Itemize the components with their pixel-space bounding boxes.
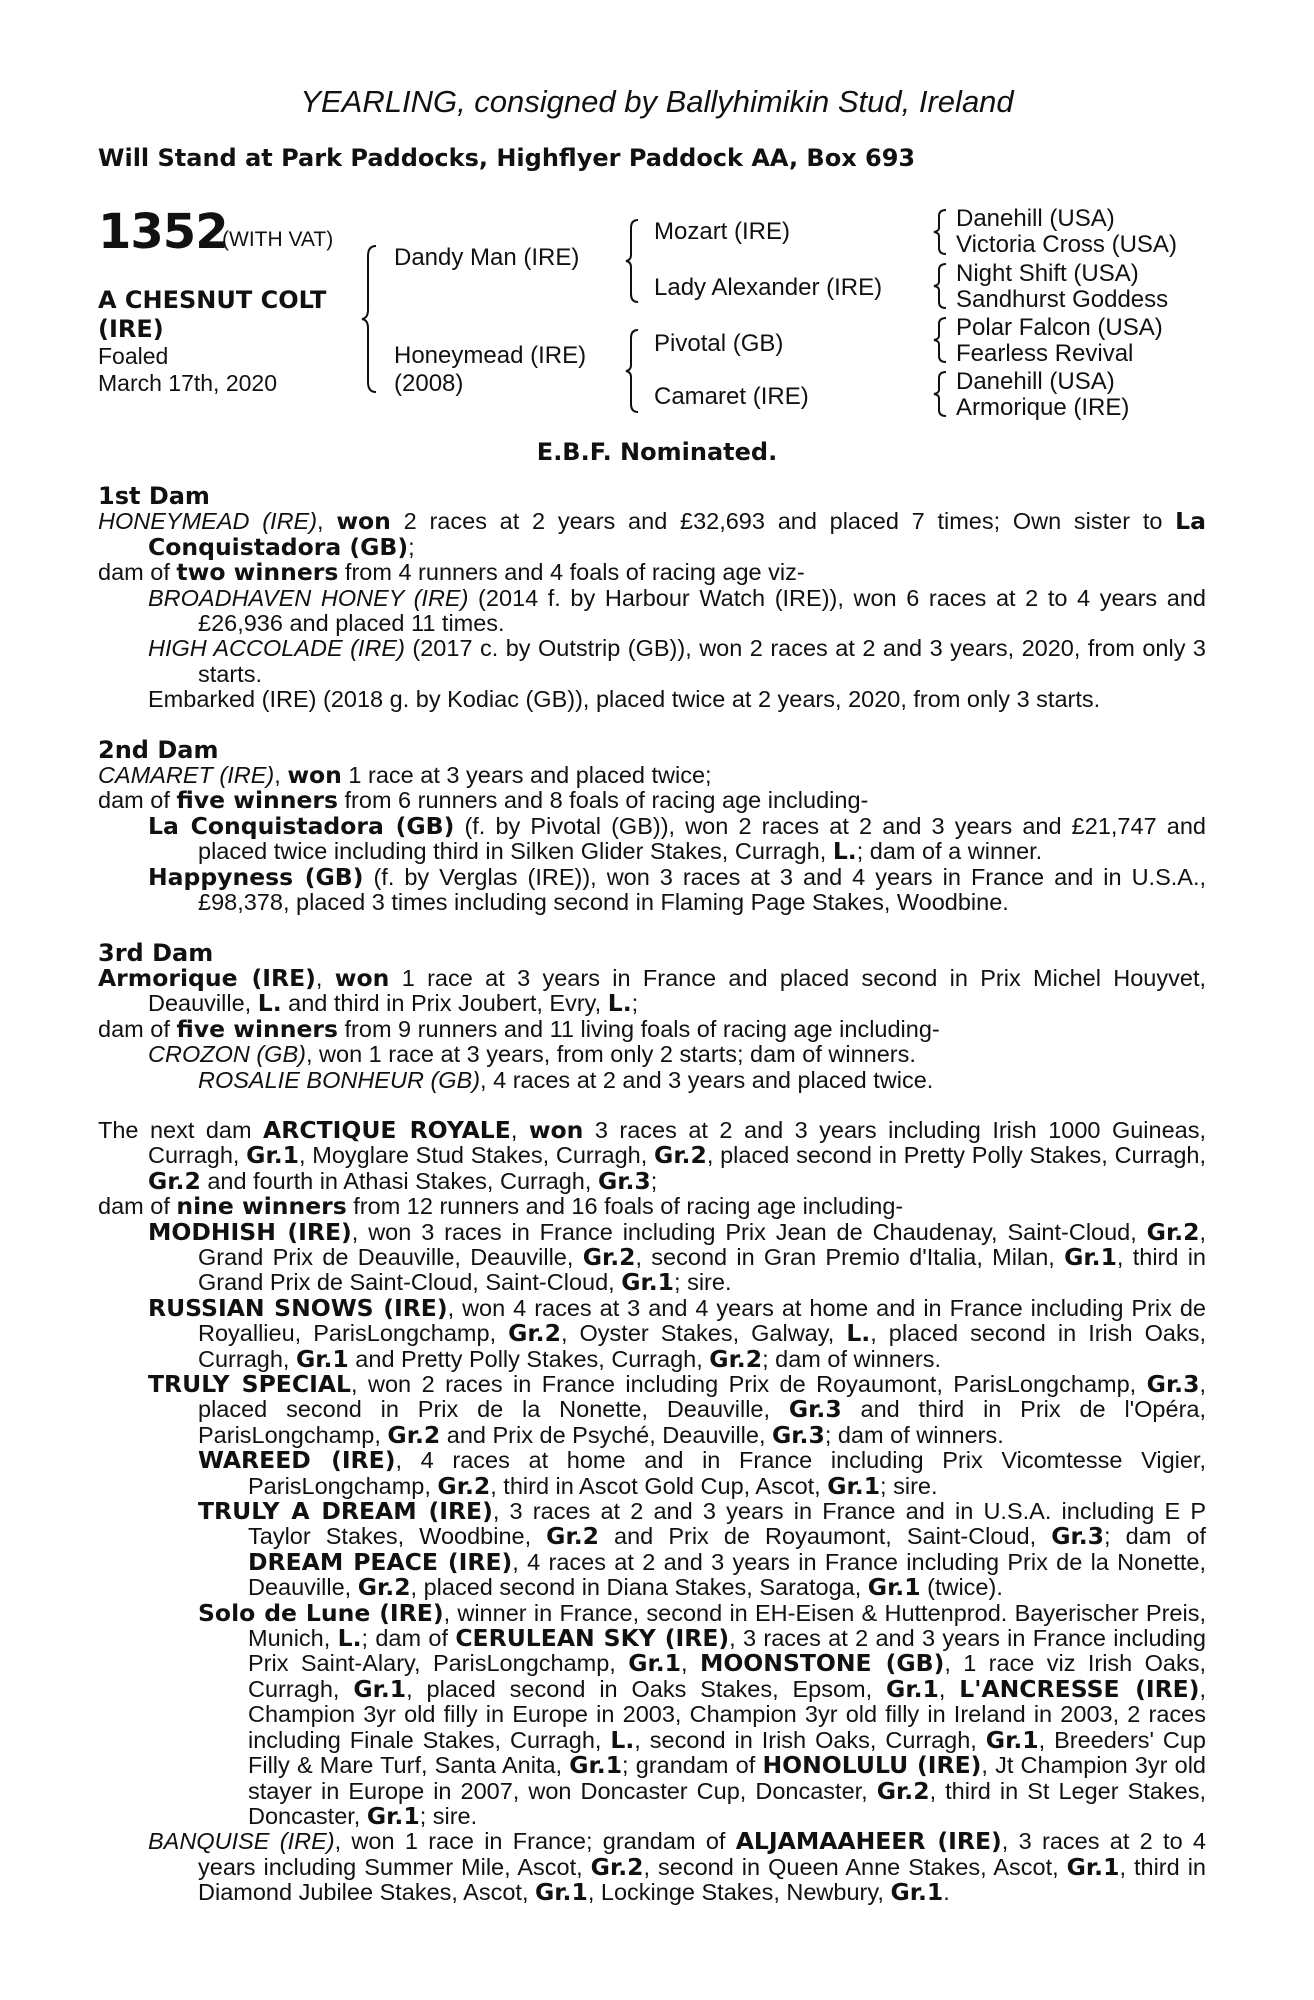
ebf-nomination: E.B.F. Nominated.: [536, 438, 778, 466]
bold-run: Gr.3: [772, 1420, 825, 1449]
text-run: , third in Ascot Gold Cup, Ascot,: [490, 1472, 828, 1499]
bold-run: Gr.3: [1051, 1522, 1105, 1551]
pedigree-paragraph: [98, 1448, 1206, 1499]
foaling-info: [98, 343, 277, 397]
text-run: , 3 races at 2 to 4 years including Summer Mile, Ascot,: [198, 1828, 1207, 1880]
bold-run: Gr.2: [582, 1242, 636, 1271]
pedigree-paragraph: [98, 811, 1206, 866]
pedigree-paragraph: [98, 1217, 1207, 1297]
dam-dam-name: Camaret (IRE): [654, 383, 809, 410]
bold-run: ALJAMAAHEER (IRE): [735, 1827, 1002, 1856]
italic-run: HONEYMEAD (IRE): [98, 508, 318, 535]
text-run: 1 race at 3 years and placed twice;: [341, 762, 712, 789]
text-run: , won 1 race in France; grandam of: [334, 1828, 736, 1855]
text-run: and Prix de Royaumont, Saint-Cloud,: [598, 1523, 1052, 1550]
text-run: , won 4 races at 3 and 4 years at home and in France including Prix de Royallieu, ParisLongchamp,: [198, 1294, 1206, 1347]
text-run: (twice).: [920, 1574, 1003, 1601]
text-run: ,: [938, 1675, 960, 1702]
bold-run: Gr.2: [546, 1522, 599, 1551]
bold-run: Gr.1: [985, 1725, 1039, 1754]
text-run: ,: [317, 508, 337, 535]
text-run: ; dam of winners.: [824, 1421, 1004, 1448]
bold-run: La Conquistadora (GB): [148, 507, 1207, 561]
section-spacer: [98, 916, 1206, 941]
pedigree-paragraph: [98, 1014, 1206, 1043]
bold-run: L.: [607, 989, 632, 1018]
bold-run: Gr.2: [654, 1141, 707, 1170]
bold-run: Gr.1: [867, 1573, 921, 1602]
text-run: and third in Prix Joubert, Evry,: [281, 990, 608, 1017]
bold-run: La Conquistadora (GB): [148, 811, 455, 840]
lot-number: 1352: [98, 204, 228, 260]
bold-run: Gr.2: [508, 1319, 561, 1348]
text-run: (2014 f. by Harbour Watch (IRE)), won 6 races at 2 to 4 years and £26,936 and placed 11 times.: [198, 584, 1206, 637]
text-run: 2 races at 2 years and £32,693 and placed 7 times; Own sister to: [390, 508, 1176, 535]
text-run: ;: [650, 1167, 658, 1194]
text-run: ; sire.: [674, 1269, 732, 1296]
text-run: , second in Queen Anne Stakes, Ascot,: [643, 1853, 1067, 1880]
bold-run: L.: [610, 1725, 635, 1754]
text-run: dam of: [98, 787, 177, 814]
section-heading: [98, 735, 1206, 764]
bold-run: Gr.1: [295, 1344, 349, 1373]
bold-run: Gr.1: [827, 1471, 881, 1500]
text-run: ;: [408, 533, 415, 560]
bold-run: TRULY A DREAM (IRE): [198, 1497, 493, 1526]
bold-run: ARCTIQUE ROYALE: [263, 1115, 511, 1144]
text-run: (f. by Pivotal (GB)), won 2 races at 2 and 3 years and £21,747 and placed twice including third in Silken Glider Stakes, Curragh,: [198, 812, 1206, 865]
text-run: 1st Dam: [98, 482, 210, 510]
dam-name: Honeymead (IRE): [394, 342, 587, 369]
text-run: , Jt Champion 3yr old stayer in Europe in 2007, won Doncaster Cup, Doncaster,: [248, 1752, 1206, 1804]
italic-run: BROADHAVEN HONEY (IRE): [148, 584, 469, 611]
pedigree-paragraph: [98, 1115, 1206, 1195]
bold-run: Gr.2: [590, 1852, 644, 1881]
foaled-date: March 17th, 2020: [98, 370, 278, 396]
pedigree-notes: [98, 484, 1206, 1906]
text-run: , third in Diamond Jubilee Stakes, Ascot,: [198, 1853, 1206, 1906]
text-run: from 9 runners and 11 living foals of racing age including-: [337, 1015, 940, 1042]
text-run: 2nd Dam: [98, 735, 219, 764]
bold-run: Gr.1: [569, 1751, 623, 1780]
text-run: , placed second in Pretty Polly Stakes, Curragh,: [706, 1142, 1206, 1169]
pedigree-paragraph: [98, 788, 1206, 813]
text-run: ; dam of: [1104, 1523, 1207, 1550]
dam-year: (2008): [394, 370, 464, 397]
bold-run: L.: [846, 1319, 871, 1348]
text-run: , Grand Prix de Deauville, Deauville,: [198, 1218, 1207, 1270]
text-run: , second in Irish Oaks, Curragh,: [634, 1726, 986, 1753]
bold-run: two winners: [176, 558, 339, 587]
bold-run: Gr.1: [1066, 1852, 1120, 1881]
section-heading: [98, 938, 1206, 967]
pedigree-brace-dam: [624, 328, 642, 414]
text-run: ,: [681, 1650, 700, 1677]
bold-run: Gr.2: [709, 1344, 763, 1373]
foaled-label: Foaled: [98, 343, 169, 369]
text-run: from 4 runners and 4 foals of racing age viz-: [338, 559, 805, 586]
ggp-name: Armorique (IRE): [956, 394, 1130, 421]
text-run: from 12 runners and 16 foals of racing age including-: [346, 1193, 904, 1220]
bold-run: L.: [337, 1624, 362, 1653]
text-run: , third in St Leger Stakes, Doncaster,: [248, 1777, 1206, 1829]
pedigree-paragraph: [98, 1829, 1206, 1905]
italic-run: ROSALIE BONHEUR (GB): [198, 1066, 481, 1093]
ggp-name: Danehill (USA): [956, 205, 1115, 232]
text-run: , won 1 race at 3 years, from only 2 starts; dam of winners.: [305, 1041, 916, 1068]
ggp-name: Night Shift (USA): [956, 260, 1139, 287]
bold-run: MODHISH (IRE): [148, 1217, 352, 1246]
bold-run: Gr.1: [1064, 1242, 1117, 1271]
text-run: , placed second in Prix de la Nonette, Deauville,: [198, 1371, 1206, 1423]
section-spacer: [98, 1093, 1206, 1118]
text-run: , Oyster Stakes, Galway,: [560, 1320, 847, 1347]
page-title: YEARLING, consigned by Ballyhimikin Stud, Ireland: [300, 84, 1014, 119]
bold-run: Gr.1: [628, 1649, 682, 1678]
text-run: , Breeders' Cup Filly & Mare Turf, Santa Anita,: [248, 1726, 1206, 1779]
bold-run: Gr.2: [1146, 1217, 1200, 1246]
text-run: , 3 races at 2 and 3 years in France including Prix Saint-Alary, ParisLongchamp,: [248, 1625, 1206, 1677]
bold-run: WAREED (IRE): [198, 1446, 396, 1475]
pedigree-brace-ggp-3: [932, 316, 950, 364]
text-run: ,: [510, 1116, 529, 1143]
text-run: ; dam of a winner.: [856, 838, 1043, 865]
pedigree-paragraph: [98, 1372, 1206, 1448]
pedigree-paragraph: [98, 763, 1206, 788]
pedigree-brace-ggp-1: [932, 208, 950, 256]
bold-run: Gr.3: [1146, 1370, 1200, 1398]
pedigree-paragraph: [98, 963, 1206, 1018]
ggp-name: Polar Falcon (USA): [956, 314, 1163, 341]
bold-run: five winners: [176, 1014, 338, 1043]
text-run: ,: [315, 964, 335, 991]
pedigree-paragraph: [98, 1499, 1206, 1601]
bold-run: Gr.2: [148, 1166, 201, 1195]
text-run: and fourth in Athasi Stakes, Curragh,: [200, 1167, 598, 1194]
sire-name: Dandy Man (IRE): [394, 244, 580, 271]
bold-run: MOONSTONE (GB): [699, 1649, 945, 1678]
bold-run: Happyness (GB): [148, 862, 364, 891]
bold-run: Gr.1: [621, 1268, 675, 1297]
text-run: , winner in France, second in EH-Eisen & Huttenprod. Bayerischer Preis, Munich,: [248, 1599, 1206, 1652]
bold-run: five winners: [176, 786, 338, 815]
text-run: , 4 races at home and in France including Prix Vicomtesse Vigier, ParisLongchamp,: [248, 1447, 1206, 1499]
pedigree-paragraph: [98, 687, 1206, 712]
pedigree-paragraph: [98, 509, 1206, 560]
bold-run: Gr.2: [876, 1776, 930, 1805]
pedigree-brace-main: [360, 244, 380, 394]
bold-run: nine winners: [176, 1192, 347, 1221]
bold-run: Armorique (IRE): [98, 963, 316, 992]
bold-run: Gr.1: [890, 1878, 944, 1907]
text-run: The next dam: [98, 1116, 264, 1143]
stand-location: Will Stand at Park Paddocks, Highflyer Paddock AA, Box 693: [98, 144, 916, 172]
vat-note: (WITH VAT): [222, 228, 334, 251]
section-heading: [98, 484, 1206, 509]
italic-run: HIGH ACCOLADE (IRE): [148, 635, 405, 662]
pedigree-brace-ggp-4: [932, 370, 950, 418]
text-run: 3rd Dam: [98, 938, 214, 967]
text-run: , Moyglare Stud Stakes, Curragh,: [298, 1142, 655, 1169]
bold-run: Gr.2: [387, 1420, 441, 1449]
text-run: ; sire.: [880, 1472, 938, 1499]
text-run: , 3 races at 2 and 3 years in France and in U.S.A. including E P Taylor Stakes, Woodbine,: [248, 1498, 1207, 1550]
bold-run: Gr.2: [437, 1471, 491, 1500]
text-run: dam of: [98, 1015, 177, 1042]
text-run: , won 3 races in France including Prix Jean de Chaudenay, Saint-Cloud,: [351, 1218, 1147, 1245]
colt-origin: (IRE): [98, 315, 164, 343]
bold-run: L.: [832, 837, 857, 866]
text-run: , won 2 races in France including Prix de Royaumont, ParisLongchamp,: [351, 1371, 1147, 1397]
text-run: , placed second in Irish Oaks, Curragh,: [198, 1320, 1206, 1372]
ggp-name: Sandhurst Goddess: [956, 286, 1169, 313]
text-run: , placed second in Oaks Stakes, Epsom,: [406, 1675, 887, 1702]
bold-run: TRULY SPECIAL: [148, 1370, 352, 1398]
text-run: 3 races at 2 and 3 years including Irish 1000 Guineas, Curragh,: [148, 1116, 1206, 1169]
text-run: 1 race at 3 years in France and placed second in Prix Michel Houyvet, Deauville,: [148, 964, 1206, 1017]
pedigree-paragraph: [98, 586, 1206, 637]
text-run: dam of: [98, 559, 177, 586]
italic-run: BANQUISE (IRE): [148, 1828, 335, 1855]
pedigree-paragraph: [98, 1194, 1206, 1219]
bold-run: won: [336, 507, 391, 536]
pedigree-paragraph: [98, 862, 1207, 916]
text-run: and Pretty Polly Stakes, Curragh,: [348, 1345, 710, 1372]
bold-run: Gr.3: [788, 1395, 842, 1424]
bold-run: CERULEAN SKY (IRE): [455, 1624, 730, 1653]
ggp-name: Victoria Cross (USA): [956, 231, 1177, 258]
text-run: ; dam of winners.: [762, 1345, 942, 1372]
bold-run: won: [528, 1115, 584, 1144]
text-run: Embarked (IRE) (2018 g. by Kodiac (GB)), placed twice at 2 years, 2020, from only 3 starts.: [148, 686, 1101, 713]
horse-description: [98, 286, 326, 344]
text-run: and Prix de Psyché, Deauville,: [440, 1421, 773, 1448]
text-run: , Champion 3yr old filly in Europe in 2003, Champion 3yr old filly in Ireland in 2003, 2 races including Finale Stakes, Curragh,: [248, 1675, 1206, 1753]
bold-run: Gr.1: [246, 1141, 299, 1170]
colt-label: A CHESNUT COLT: [98, 286, 327, 314]
bold-run: Gr.1: [353, 1674, 407, 1703]
bold-run: Gr.2: [357, 1573, 411, 1602]
text-run: (2017 c. by Outstrip (GB)), won 2 races at 2 and 3 years, 2020, from only 3 starts.: [198, 635, 1206, 687]
bold-run: Gr.1: [535, 1878, 588, 1907]
bold-run: won: [334, 963, 390, 992]
bold-run: won: [287, 761, 342, 790]
text-run: , 4 races at 2 and 3 years in France including Prix de la Nonette, Deauville,: [248, 1548, 1207, 1601]
text-run: , Lockinge Stakes, Newbury,: [587, 1879, 891, 1906]
bold-run: L'ANCRESSE (IRE): [959, 1674, 1200, 1703]
bold-run: HONOLULU (IRE): [762, 1751, 982, 1780]
text-run: ; dam of: [361, 1625, 456, 1652]
pedigree-paragraph: [98, 1293, 1206, 1373]
bold-run: Gr.1: [366, 1801, 420, 1830]
pedigree-paragraph: [98, 636, 1206, 687]
text-run: dam of: [98, 1193, 177, 1220]
text-run: from 6 runners and 8 foals of racing age including-: [337, 787, 869, 814]
pedigree-paragraph: [98, 560, 1206, 585]
text-run: , placed second in Diana Stakes, Saratoga,: [410, 1574, 868, 1601]
bold-run: L.: [257, 989, 282, 1018]
bold-run: Solo de Lune (IRE): [198, 1598, 444, 1627]
text-run: ; grandam of: [622, 1752, 763, 1779]
section-spacer: [98, 713, 1206, 738]
sire-dam-name: Lady Alexander (IRE): [654, 274, 883, 301]
italic-run: CAMARET (IRE): [98, 762, 275, 789]
text-run: , second in Gran Premio d'Italia, Milan,: [635, 1243, 1065, 1270]
text-run: , 4 races at 2 and 3 years and placed twice.: [480, 1066, 934, 1093]
pedigree-brace-ggp-2: [932, 262, 950, 310]
pedigree-paragraph: [98, 1598, 1207, 1830]
pedigree-paragraph: [98, 1068, 1206, 1093]
bold-run: RUSSIAN SNOWS (IRE): [148, 1293, 448, 1322]
text-run: , third in Grand Prix de Saint-Cloud, Saint-Cloud,: [198, 1243, 1207, 1296]
text-run: and third in Prix de l'Opéra, ParisLongchamp,: [198, 1396, 1206, 1448]
sire-sire-name: Mozart (IRE): [654, 218, 791, 245]
text-run: ; sire.: [419, 1802, 478, 1829]
text-run: ;: [631, 990, 639, 1017]
text-run: ,: [274, 762, 288, 789]
pedigree-brace-sire: [624, 218, 642, 304]
text-run: (f. by Verglas (IRE)), won 3 races at 3 and 4 years in France and in U.S.A., £98,378, placed 3 times including second in Flaming Page Stakes, Woodbine.: [198, 863, 1207, 916]
bold-run: Gr.1: [886, 1674, 939, 1703]
italic-run: CROZON (GB): [148, 1041, 306, 1068]
dam-sire-name: Pivotal (GB): [654, 330, 784, 357]
pedigree-paragraph: [98, 1042, 1206, 1067]
text-run: .: [943, 1879, 950, 1906]
text-run: , 1 race viz Irish Oaks, Curragh,: [248, 1650, 1207, 1702]
ggp-name: Danehill (USA): [956, 368, 1115, 395]
ggp-name: Fearless Revival: [956, 340, 1134, 367]
bold-run: DREAM PEACE (IRE): [248, 1547, 513, 1576]
bold-run: Gr.3: [597, 1166, 651, 1195]
